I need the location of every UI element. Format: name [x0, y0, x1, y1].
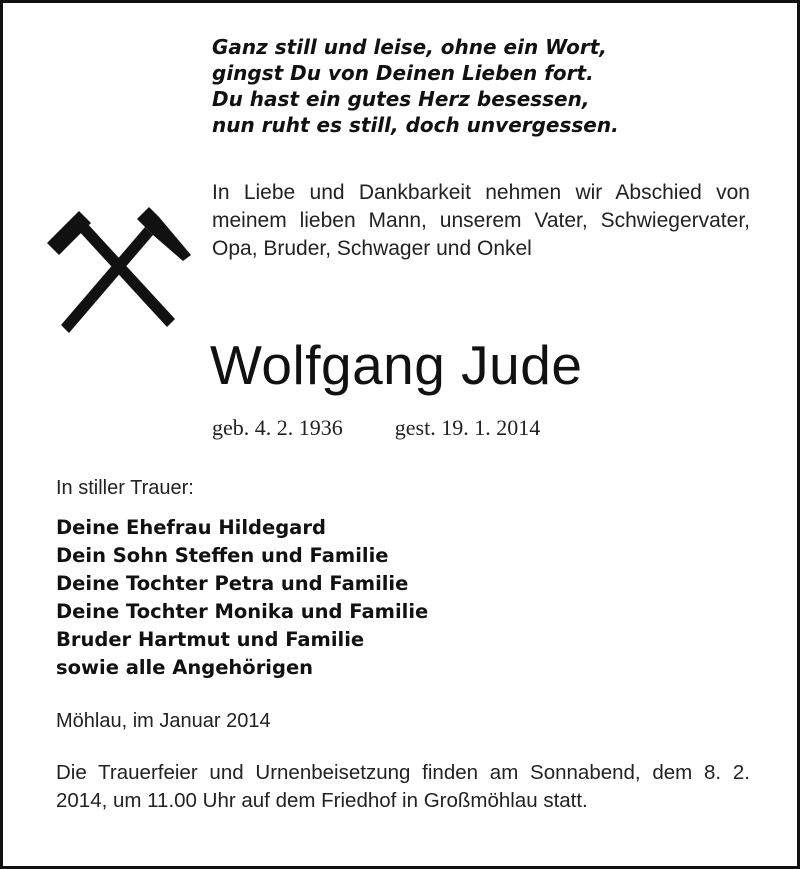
- birth-date: geb. 4. 2. 1936: [212, 415, 343, 440]
- mourners-list: [56, 514, 428, 682]
- mourner-entry: Bruder Hartmut und Familie: [56, 628, 365, 651]
- mourner-entry: Dein Sohn Steffen und Familie: [56, 544, 389, 567]
- poem: [212, 34, 772, 138]
- deceased-name: Wolfgang Jude: [210, 334, 583, 396]
- death-date: gest. 19. 1. 2014: [394, 415, 541, 440]
- farewell-text: In Liebe und Dankbarkeit nehmen wir Abschied von meinem lieben Mann, unserem Vater, Schwiegervater, Opa, Bruder, Schwager und Onkel: [212, 181, 750, 260]
- mourning-label: In stiller Trauer:: [56, 477, 194, 499]
- mourner-entry: Deine Tochter Monika und Familie: [56, 600, 429, 623]
- funeral-notice: Die Trauerfeier und Urnenbeisetzung finden am Sonnabend, dem 8. 2. 2014, um 11.00 Uhr auf dem Friedhof in Großmöhlau statt.: [56, 761, 750, 812]
- poem-line: gingst Du von Deinen Lieben fort.: [212, 61, 594, 85]
- poem-line: Du hast ein gutes Herz besessen,: [212, 87, 590, 111]
- mourner-entry: Deine Tochter Petra und Familie: [56, 572, 409, 595]
- mourner-entry: sowie alle Angehörigen: [56, 656, 314, 679]
- hammer-and-pick-icon: [41, 199, 201, 347]
- place-and-date: Möhlau, im Januar 2014: [56, 710, 271, 732]
- mourner-entry: Deine Ehefrau Hildegard: [56, 516, 326, 539]
- poem-line: nun ruht es still, doch unvergessen.: [212, 113, 619, 137]
- life-dates: [212, 413, 540, 443]
- poem-line: Ganz still und leise, ohne ein Wort,: [212, 35, 607, 59]
